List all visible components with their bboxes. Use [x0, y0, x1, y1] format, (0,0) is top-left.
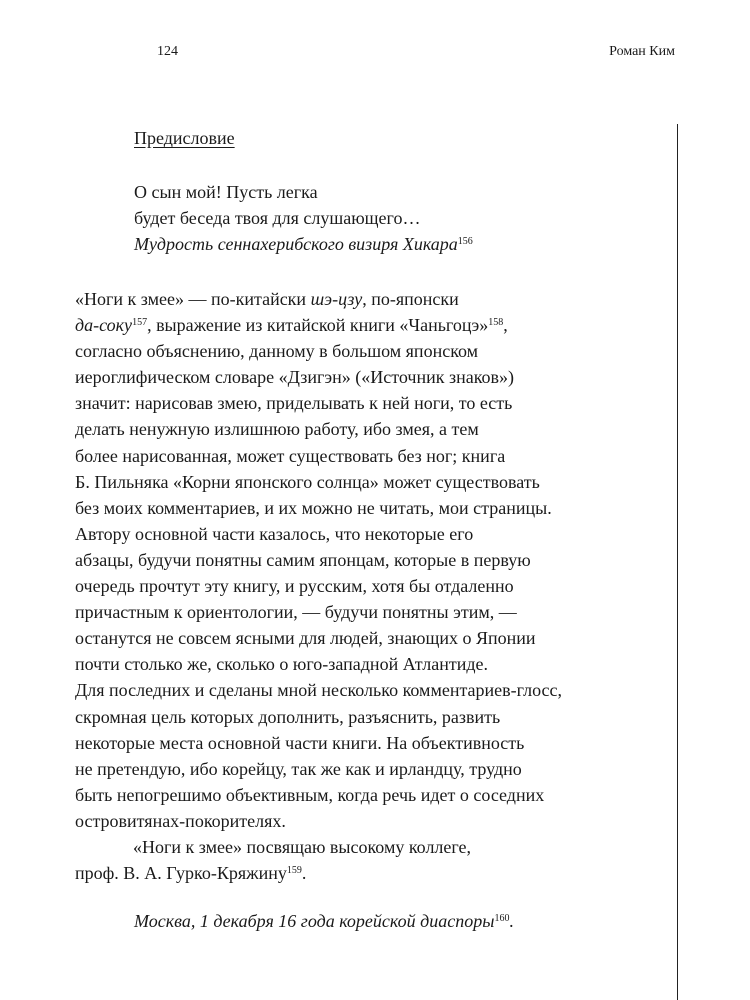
dateline-text: Москва, 1 декабря 16 года корейской диаспоры — [134, 911, 495, 931]
text-line: быть непогрешимо объективным, когда речь идет о соседних — [75, 784, 545, 805]
dateline-end: . — [509, 911, 514, 931]
text-line: «Ноги к змее» посвящаю высокому коллеге, — [133, 836, 472, 857]
footnote-ref: 158 — [488, 317, 504, 329]
text-line: не претендую, ибо корейцу, так же как и ирландцу, трудно — [75, 758, 522, 779]
text-line: Для последних и сделаны мной несколько комментариев-глосс, — [75, 680, 563, 701]
section-heading: Предисловие — [134, 128, 235, 148]
epigraph-attribution — [134, 231, 473, 257]
dateline — [134, 911, 514, 932]
text-line: почти столько же, сколько о юго-западной Атлантиде. — [75, 654, 488, 675]
attribution-text: Мудрость сеннахерибского визиря Хикара — [134, 234, 458, 254]
text-line: более нарисованная, может существовать без ног; книга — [75, 445, 506, 466]
footnote-ref: 160 — [494, 913, 510, 924]
term-italic: да-соку — [75, 315, 133, 336]
text-run: , — [503, 315, 508, 336]
margin-rule — [677, 124, 678, 1000]
epigraph — [134, 179, 473, 257]
text-run: «Ноги к змее» — по-китайски — [75, 289, 311, 309]
footnote-ref: 156 — [457, 236, 473, 247]
text-line — [75, 286, 675, 312]
text-line: Б. Пильняка «Корни японского солнца» может существовать — [75, 471, 540, 492]
text-line: значит: нарисовав змею, приделывать к ней ноги, то есть — [75, 393, 513, 414]
text-line: останутся не совсем ясными для людей, знающих о Японии — [75, 628, 536, 649]
text-line: абзацы, будучи понятны самим японцам, которые в первую — [75, 549, 531, 570]
text-line: причастным к ориентологии, — будучи понятны этим, — — [75, 602, 517, 623]
epigraph-line: О сын мой! Пусть легка — [134, 182, 318, 202]
text-run: , выражение из китайской книги «Чаньгоцэ» — [147, 315, 489, 336]
epigraph-line: будет беседа твоя для слушающего… — [134, 208, 421, 228]
footnote-ref: 159 — [286, 865, 302, 877]
body-text — [75, 286, 675, 886]
text-line: некоторые места основной части книги. На объективность — [75, 732, 525, 753]
text-line: согласно объяснению, данному в большом японском — [75, 341, 479, 362]
footnote-ref: 157 — [132, 317, 148, 329]
term-italic: шэ-цзу — [310, 289, 363, 309]
text-line: скромная цель которых дополнить, разъяснить, развить — [75, 706, 501, 727]
page-number: 124 — [157, 44, 178, 59]
text-line — [75, 312, 675, 338]
text-line: очередь прочтут эту книгу, и русским, хотя бы отдаленно — [75, 576, 514, 597]
text-line: делать ненужную излишнюю работу, ибо змея, а тем — [75, 419, 479, 440]
text-run: . — [301, 863, 307, 884]
text-run: , по-японски — [362, 289, 459, 309]
text-run: проф. В. А. Гурко-Кряжину — [75, 863, 287, 884]
running-head-author: Роман Ким — [609, 44, 675, 59]
text-line: без моих комментариев, и их можно не читать, мои страницы. — [75, 497, 552, 518]
text-line: островитянах-покорителях. — [75, 810, 286, 831]
text-line: иероглифическом словаре «Дзигэн» («Источник знаков») — [75, 367, 515, 388]
text-line — [75, 860, 675, 886]
text-line: Автору основной части казалось, что некоторые его — [75, 523, 474, 544]
